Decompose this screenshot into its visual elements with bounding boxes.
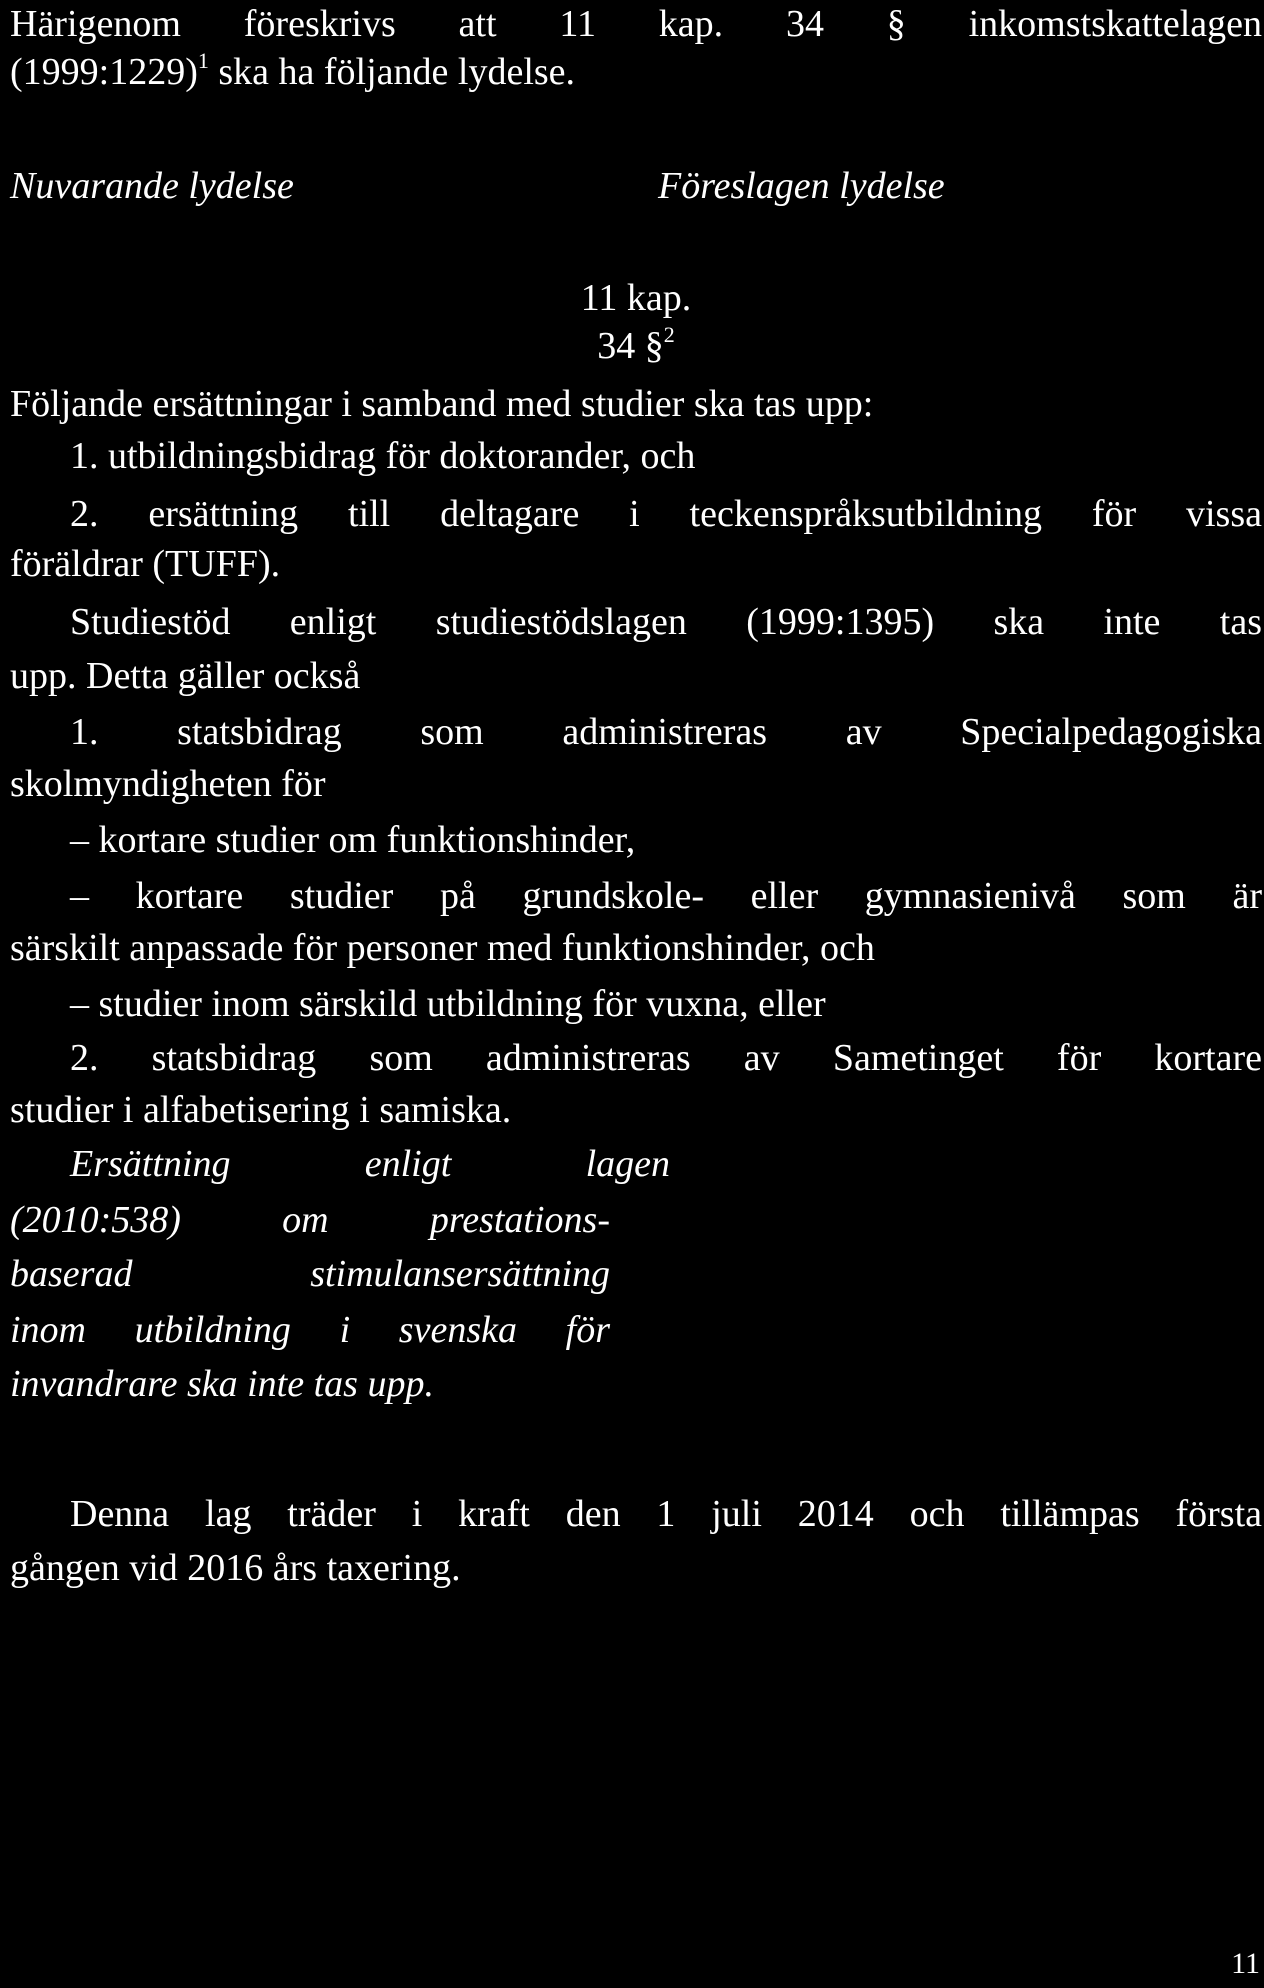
entry-into-force-line-1: Denna lag träder i kraft den 1 juli 2014 och tillämpas första [70, 1493, 1262, 1535]
footnote-marker-2: 2 [663, 322, 675, 348]
intro-text-1: Härigenom föreskrivs att 11 kap. 34 § inkomstskattelagen [10, 3, 1262, 45]
section-heading [10, 322, 1262, 370]
proposed-text-line-5: invandrare ska inte tas upp. [10, 1363, 434, 1405]
chapter-heading: 11 kap. [580, 277, 692, 319]
column-heading-current: Nuvarande lydelse [10, 165, 294, 207]
body-item-4-line-2: studier i alfabetisering i samiska. [10, 1089, 512, 1131]
proposed-text-line-4: inom utbildning i svenska för [10, 1309, 610, 1351]
body-dash-2-line-1: – kortare studier på grundskole- eller gymnasienivå som är [70, 875, 1262, 917]
intro-text-2: ska ha följande lydelse. [208, 51, 576, 93]
body-dash-1: – kortare studier om funktionshinder, [70, 819, 636, 861]
body-item-2-line-1: 2. ersättning till deltagare i teckenspråksutbildning för vissa [70, 493, 1262, 535]
body-item-4-line-1: 2. statsbidrag som administreras av Sametinget för kortare [70, 1037, 1262, 1079]
proposed-text-line-2: (2010:538) om prestations- [10, 1199, 610, 1241]
body-para-1: Följande ersättningar i samband med studier ska tas upp: [10, 383, 874, 425]
body-para-2-line-1: Studiestöd enligt studiestödslagen (1999:1395) ska inte tas [70, 601, 1262, 643]
body-para-2-line-2: upp. Detta gäller också [10, 655, 361, 697]
footnote-marker-1: 1 [197, 48, 209, 74]
document-page [10, 0, 1262, 1988]
body-dash-3: – studier inom särskild utbildning för vuxna, eller [70, 983, 826, 1025]
body-item-2-line-2: föräldrar (TUFF). [10, 543, 281, 585]
entry-into-force-line-2: gången vid 2016 års taxering. [10, 1547, 461, 1589]
body-item-3-line-1: 1. statsbidrag som administreras av Specialpedagogiska [70, 711, 1262, 753]
intro-line-1 [10, 0, 1262, 48]
section-number: 34 § [597, 325, 664, 367]
page-number: 11 [1231, 1947, 1260, 1980]
body-item-1: 1. utbildningsbidrag för doktorander, och [70, 435, 696, 477]
proposed-text-line-1: Ersättning enligt lagen [70, 1143, 670, 1185]
body-item-3-line-2: skolmyndigheten för [10, 763, 326, 805]
column-heading-proposed: Föreslagen lydelse [658, 165, 945, 207]
body-dash-2-line-2: särskilt anpassade för personer med funktionshinder, och [10, 927, 875, 969]
intro-line-2 [10, 48, 1262, 96]
proposed-text-line-3: baserad stimulansersättning [10, 1253, 610, 1295]
law-reference: (1999:1229) [10, 51, 198, 93]
